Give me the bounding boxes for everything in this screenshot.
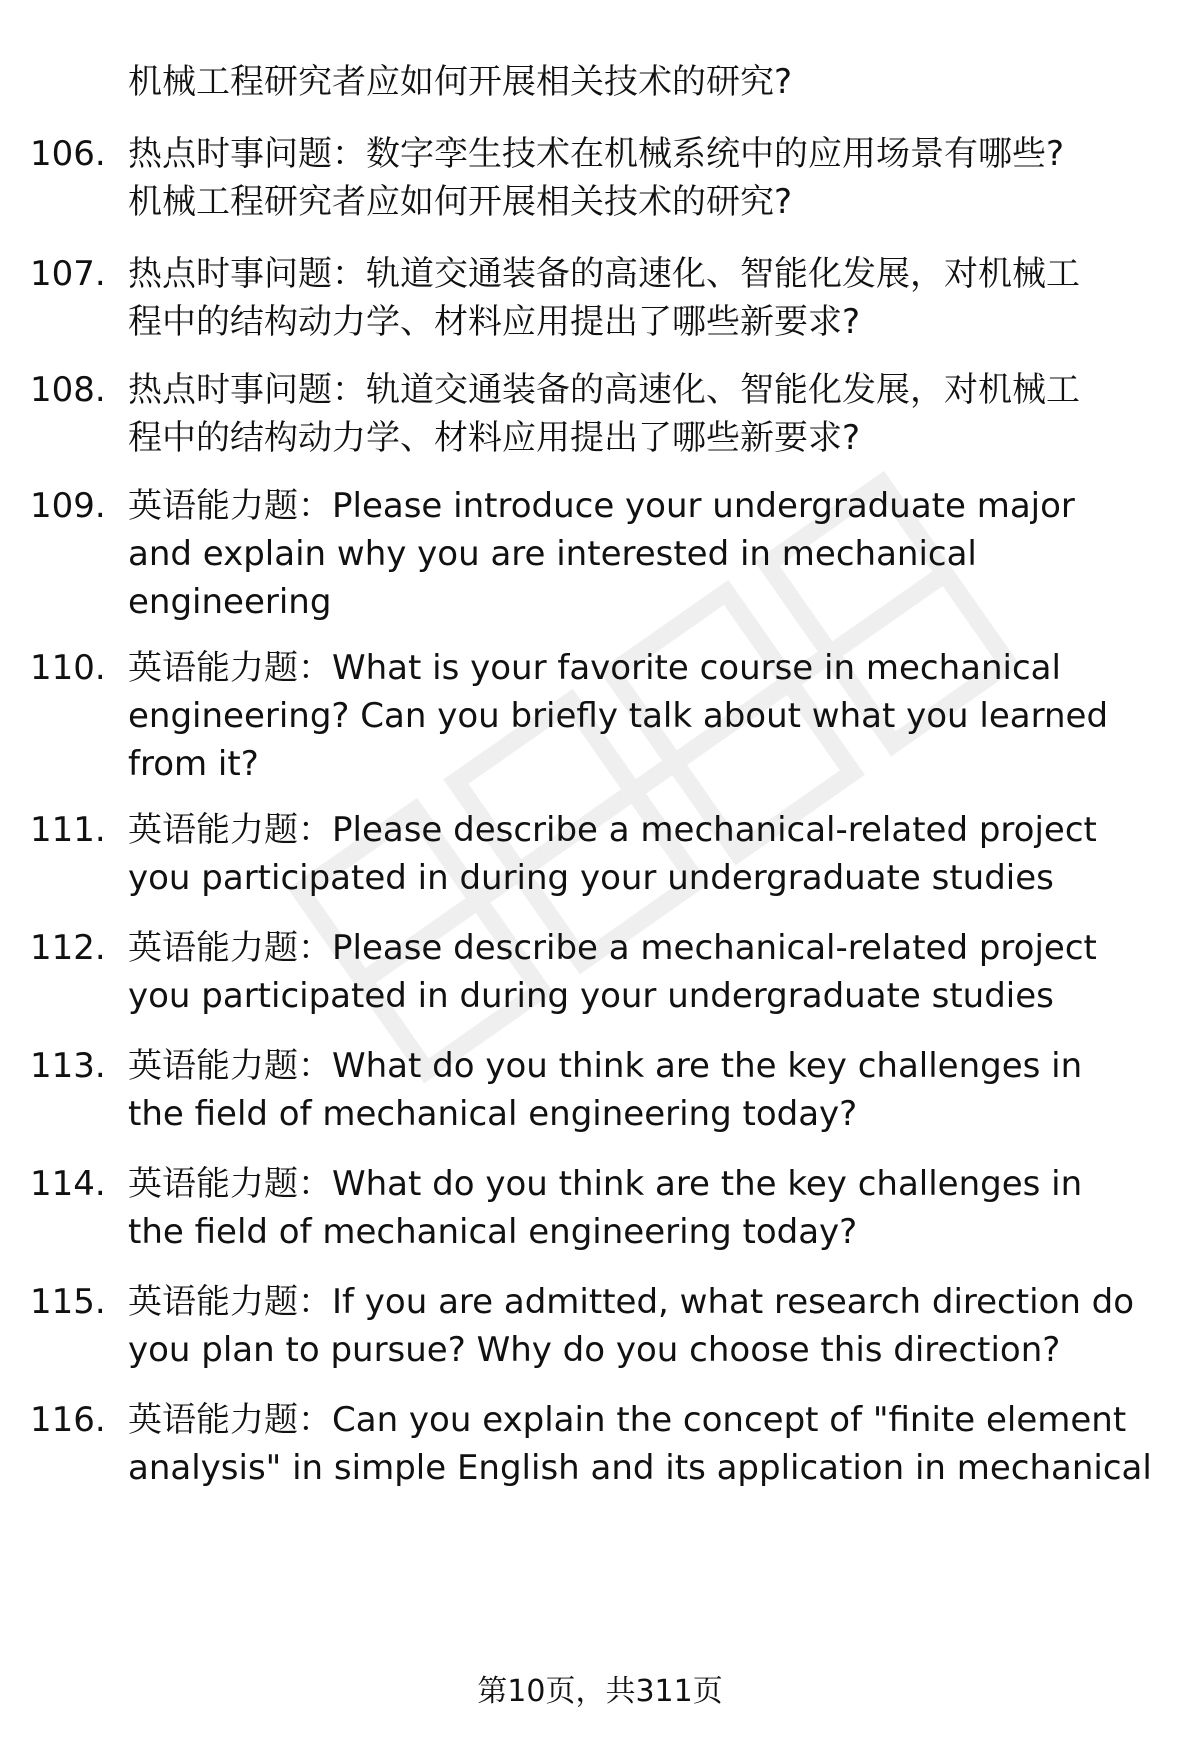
question-text: 热点时事问题：轨道交通装备的高速化、智能化发展，对机械工 程中的结构动力学、材料应用提出了哪些新要求? (128, 254, 1080, 342)
question-item (30, 250, 1160, 346)
question-text: 热点时事问题：轨道交通装备的高速化、智能化发展，对机械工 程中的结构动力学、材料应用提出了哪些新要求? (128, 370, 1080, 458)
question-text: 英语能力题：Please describe a mechanical-related project you participated in during your undergraduate studies (128, 928, 1097, 1016)
question-item (30, 806, 1160, 902)
question-text: 英语能力题：What do you think are the key challenges in the field of mechanical engineering today? (128, 1046, 1083, 1134)
question-text: 英语能力题：If you are admitted, what research direction do you plan to pursue? Why do you choose this direction? (128, 1282, 1135, 1370)
question-text: 英语能力题：Please introduce your undergraduate major and explain why you are interested in mechanical engineering (128, 486, 1075, 622)
question-item (30, 1160, 1160, 1256)
question-number: 114. (30, 1164, 106, 1204)
question-item (30, 366, 1160, 462)
question-item (30, 1396, 1160, 1492)
question-item (30, 482, 1160, 626)
question-text: 英语能力题：Can you explain the concept of "finite element analysis" in simple English and its application in mechanical (128, 1400, 1152, 1488)
question-number: 108. (30, 370, 106, 410)
question-item (30, 644, 1160, 788)
question-number: 111. (30, 810, 106, 850)
question-number: 113. (30, 1046, 106, 1086)
question-text: 英语能力题：What do you think are the key challenges in the field of mechanical engineering today? (128, 1164, 1083, 1252)
question-number: 116. (30, 1400, 106, 1440)
question-number: 110. (30, 648, 106, 688)
question-item (30, 130, 1160, 226)
question-item (30, 1042, 1160, 1138)
question-number: 109. (30, 486, 106, 526)
question-number: 107. (30, 254, 106, 294)
question-number: 112. (30, 928, 106, 968)
question-text: 英语能力题：Please describe a mechanical-related project you participated in during your undergraduate studies (128, 810, 1097, 898)
page-number-footer: 第10页，共311页 (477, 1674, 723, 1709)
question-number: 115. (30, 1282, 106, 1322)
continued-question-text: 机械工程研究者应如何开展相关技术的研究? (128, 62, 793, 102)
question-text: 热点时事问题：数字孪生技术在机械系统中的应用场景有哪些? 机械工程研究者应如何开展相关技术的研究? (128, 134, 1065, 222)
question-item (30, 1278, 1160, 1374)
question-text: 英语能力题：What is your favorite course in mechanical engineering? Can you briefly talk about what you learned from it? (128, 648, 1109, 784)
question-item (30, 924, 1160, 1020)
question-number: 106. (30, 134, 106, 174)
